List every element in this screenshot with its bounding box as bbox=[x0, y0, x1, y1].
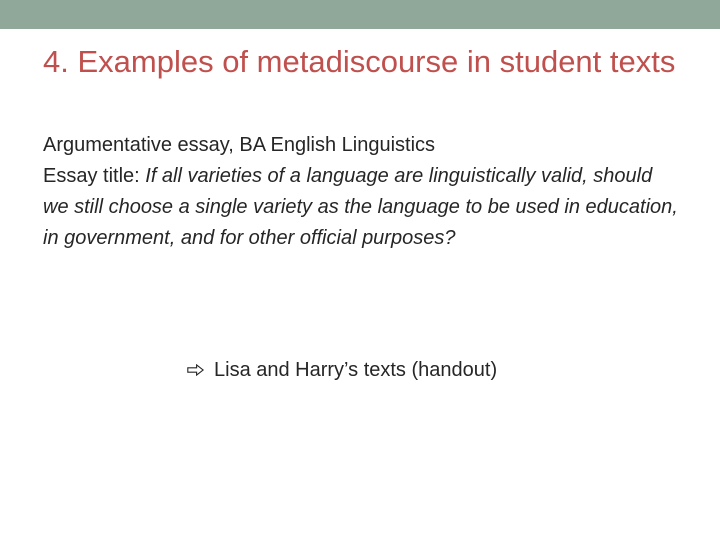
outline-right-arrow-icon bbox=[187, 364, 204, 376]
handout-text: Lisa and Harry’s texts (handout) bbox=[214, 359, 498, 381]
essay-title-paragraph bbox=[43, 161, 683, 254]
essay-title-text: If all varieties of a language are linguistically valid, should we still choose a single variety as the language to be used in education, in government, and for other official purposes? bbox=[43, 165, 678, 249]
slide-body bbox=[43, 130, 683, 254]
essay-type-text: Argumentative essay, BA English Linguistics bbox=[43, 134, 436, 156]
slide-title: 4. Examples of metadiscourse in student texts bbox=[43, 44, 676, 79]
top-color-band bbox=[0, 0, 720, 29]
essay-title-label: Essay title: bbox=[43, 165, 146, 187]
handout-reference bbox=[187, 355, 497, 386]
